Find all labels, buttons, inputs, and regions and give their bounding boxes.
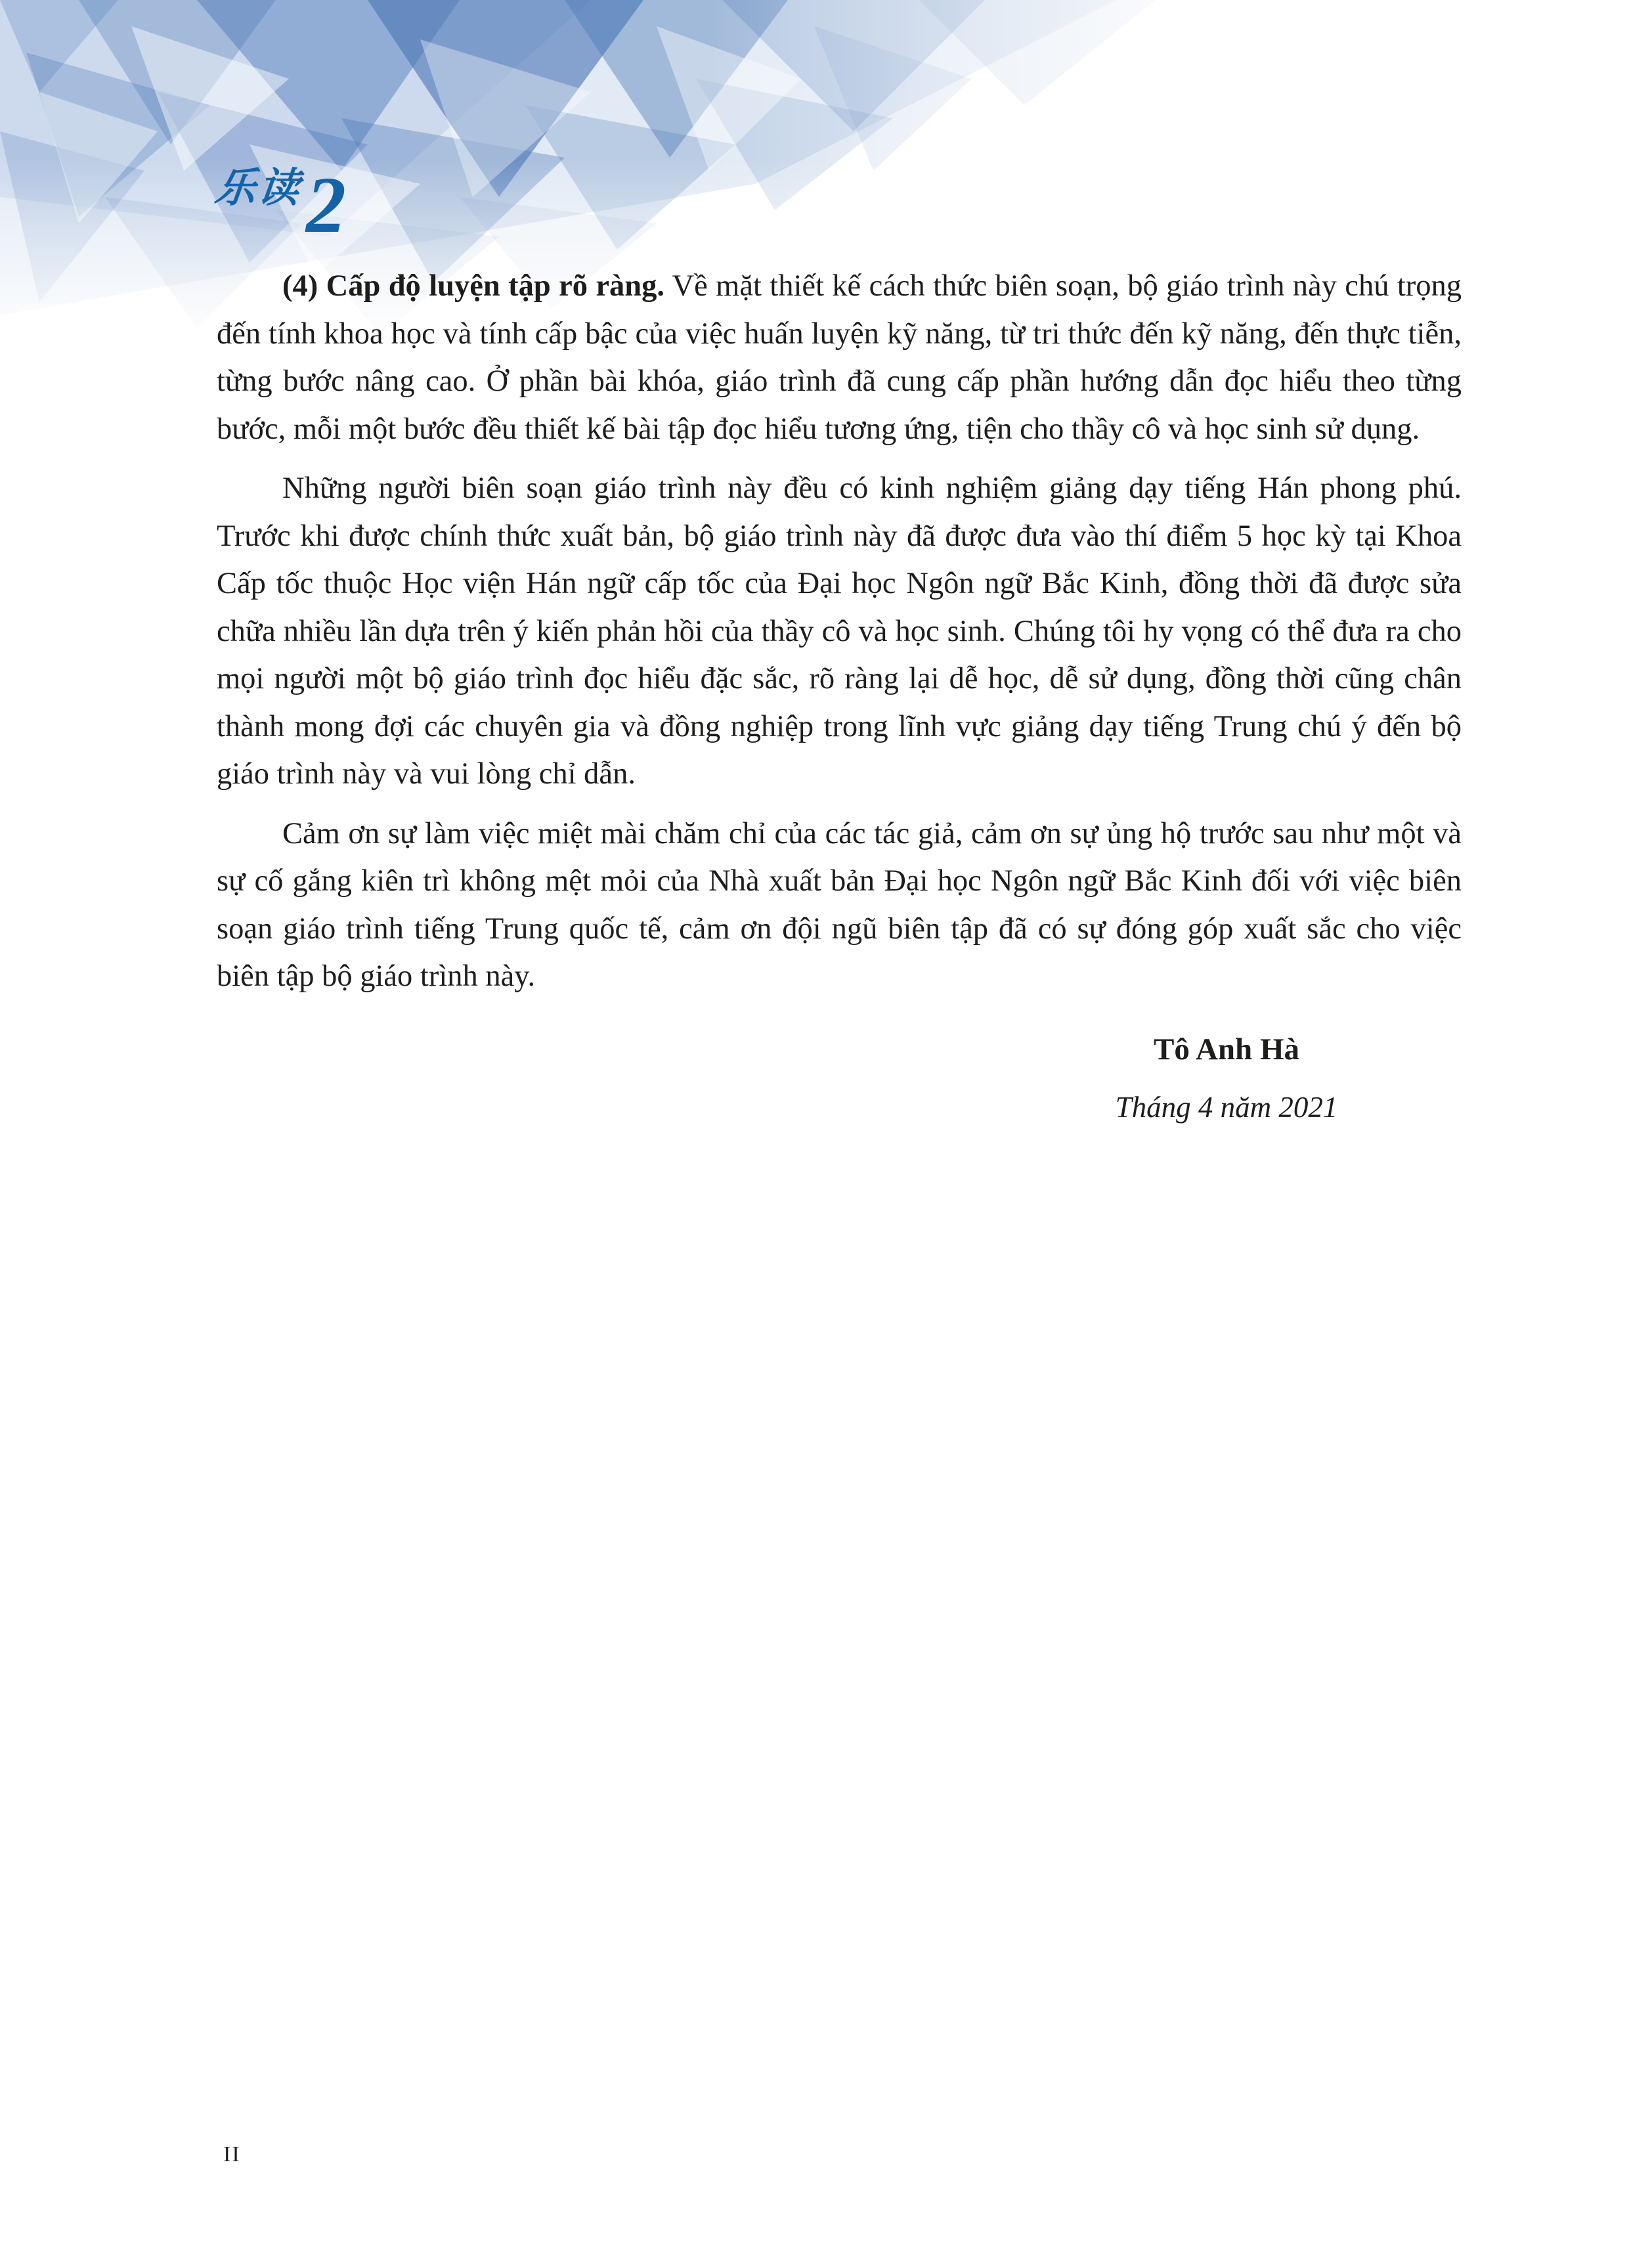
paragraph-2-text: Những người biên soạn giáo trình này đều có kinh nghiệm giảng dạy tiếng Hán phong phú. Trước khi được chính thức xuất bản, bộ giáo trình này đã được đưa vào thí điểm 5 học kỳ tại Khoa Cấp tốc thuộc Học viện Hán ngữ cấp tốc của Đại học Ngôn ngữ Bắc Kinh, đồng thời đã được sửa chữa nhiều lần dựa trên ý kiến phản hồi của thầy cô và học sinh. Chúng tôi hy vọng có thể đưa ra cho mọi người một bộ giáo trình đọc hiểu đặc sắc, rõ ràng lại dễ học, dễ sử dụng, đồng thời cũng chân thành mong đợi các chuyên gia và đồng nghiệp trong lĩnh vực giảng dạy tiếng Trung chú ý đến bộ giáo trình này và vui lòng chỉ dẫn.	[217, 472, 1462, 791]
logo	[212, 155, 347, 250]
author-name: Tô Anh Hà	[1153, 1032, 1300, 1067]
body-text	[217, 263, 1462, 1013]
paragraph-1-lead: (4) Cấp độ luyện tập rõ ràng.	[282, 269, 664, 303]
paragraph-1-text: Về mặt thiết kế cách thức biên soạn, bộ giáo trình này chú trọng đến tính khoa học và tính cấp bậc của việc huấn luyện kỹ năng, từ tri thức đến kỹ năng, đến thực tiễn, từng bước nâng cao. Ở phần bài khóa, giáo trình đã cung cấp phần hướng dẫn đọc hiểu theo từng bước, mỗi một bước đều thiết kế bài tập đọc hiểu tương ứng, tiện cho thầy cô và học sinh sử dụng.	[217, 269, 1462, 446]
page-number: II	[223, 2142, 241, 2166]
paragraph-3-text: Cảm ơn sự làm việc miệt mài chăm chỉ của các tác giả, cảm ơn sự ủng hộ trước sau như một và sự cố gắng kiên trì không mệt mỏi của Nhà xuất bản Đại học Ngôn ngữ Bắc Kinh đối với việc biên soạn giáo trình tiếng Trung quốc tế, cảm ơn đội ngũ biên tập đã có sự đóng góp xuất sắc cho việc biên tập bộ giáo trình này.	[217, 816, 1462, 993]
paragraph-1	[217, 263, 1462, 453]
paragraph-2	[217, 465, 1462, 799]
signature-block	[1116, 1026, 1338, 1131]
logo-chinese-text: 乐读	[212, 164, 305, 211]
signature-date: Tháng 4 năm 2021	[1115, 1091, 1338, 1124]
logo-number: 2	[306, 161, 347, 250]
paragraph-3	[217, 810, 1462, 1001]
